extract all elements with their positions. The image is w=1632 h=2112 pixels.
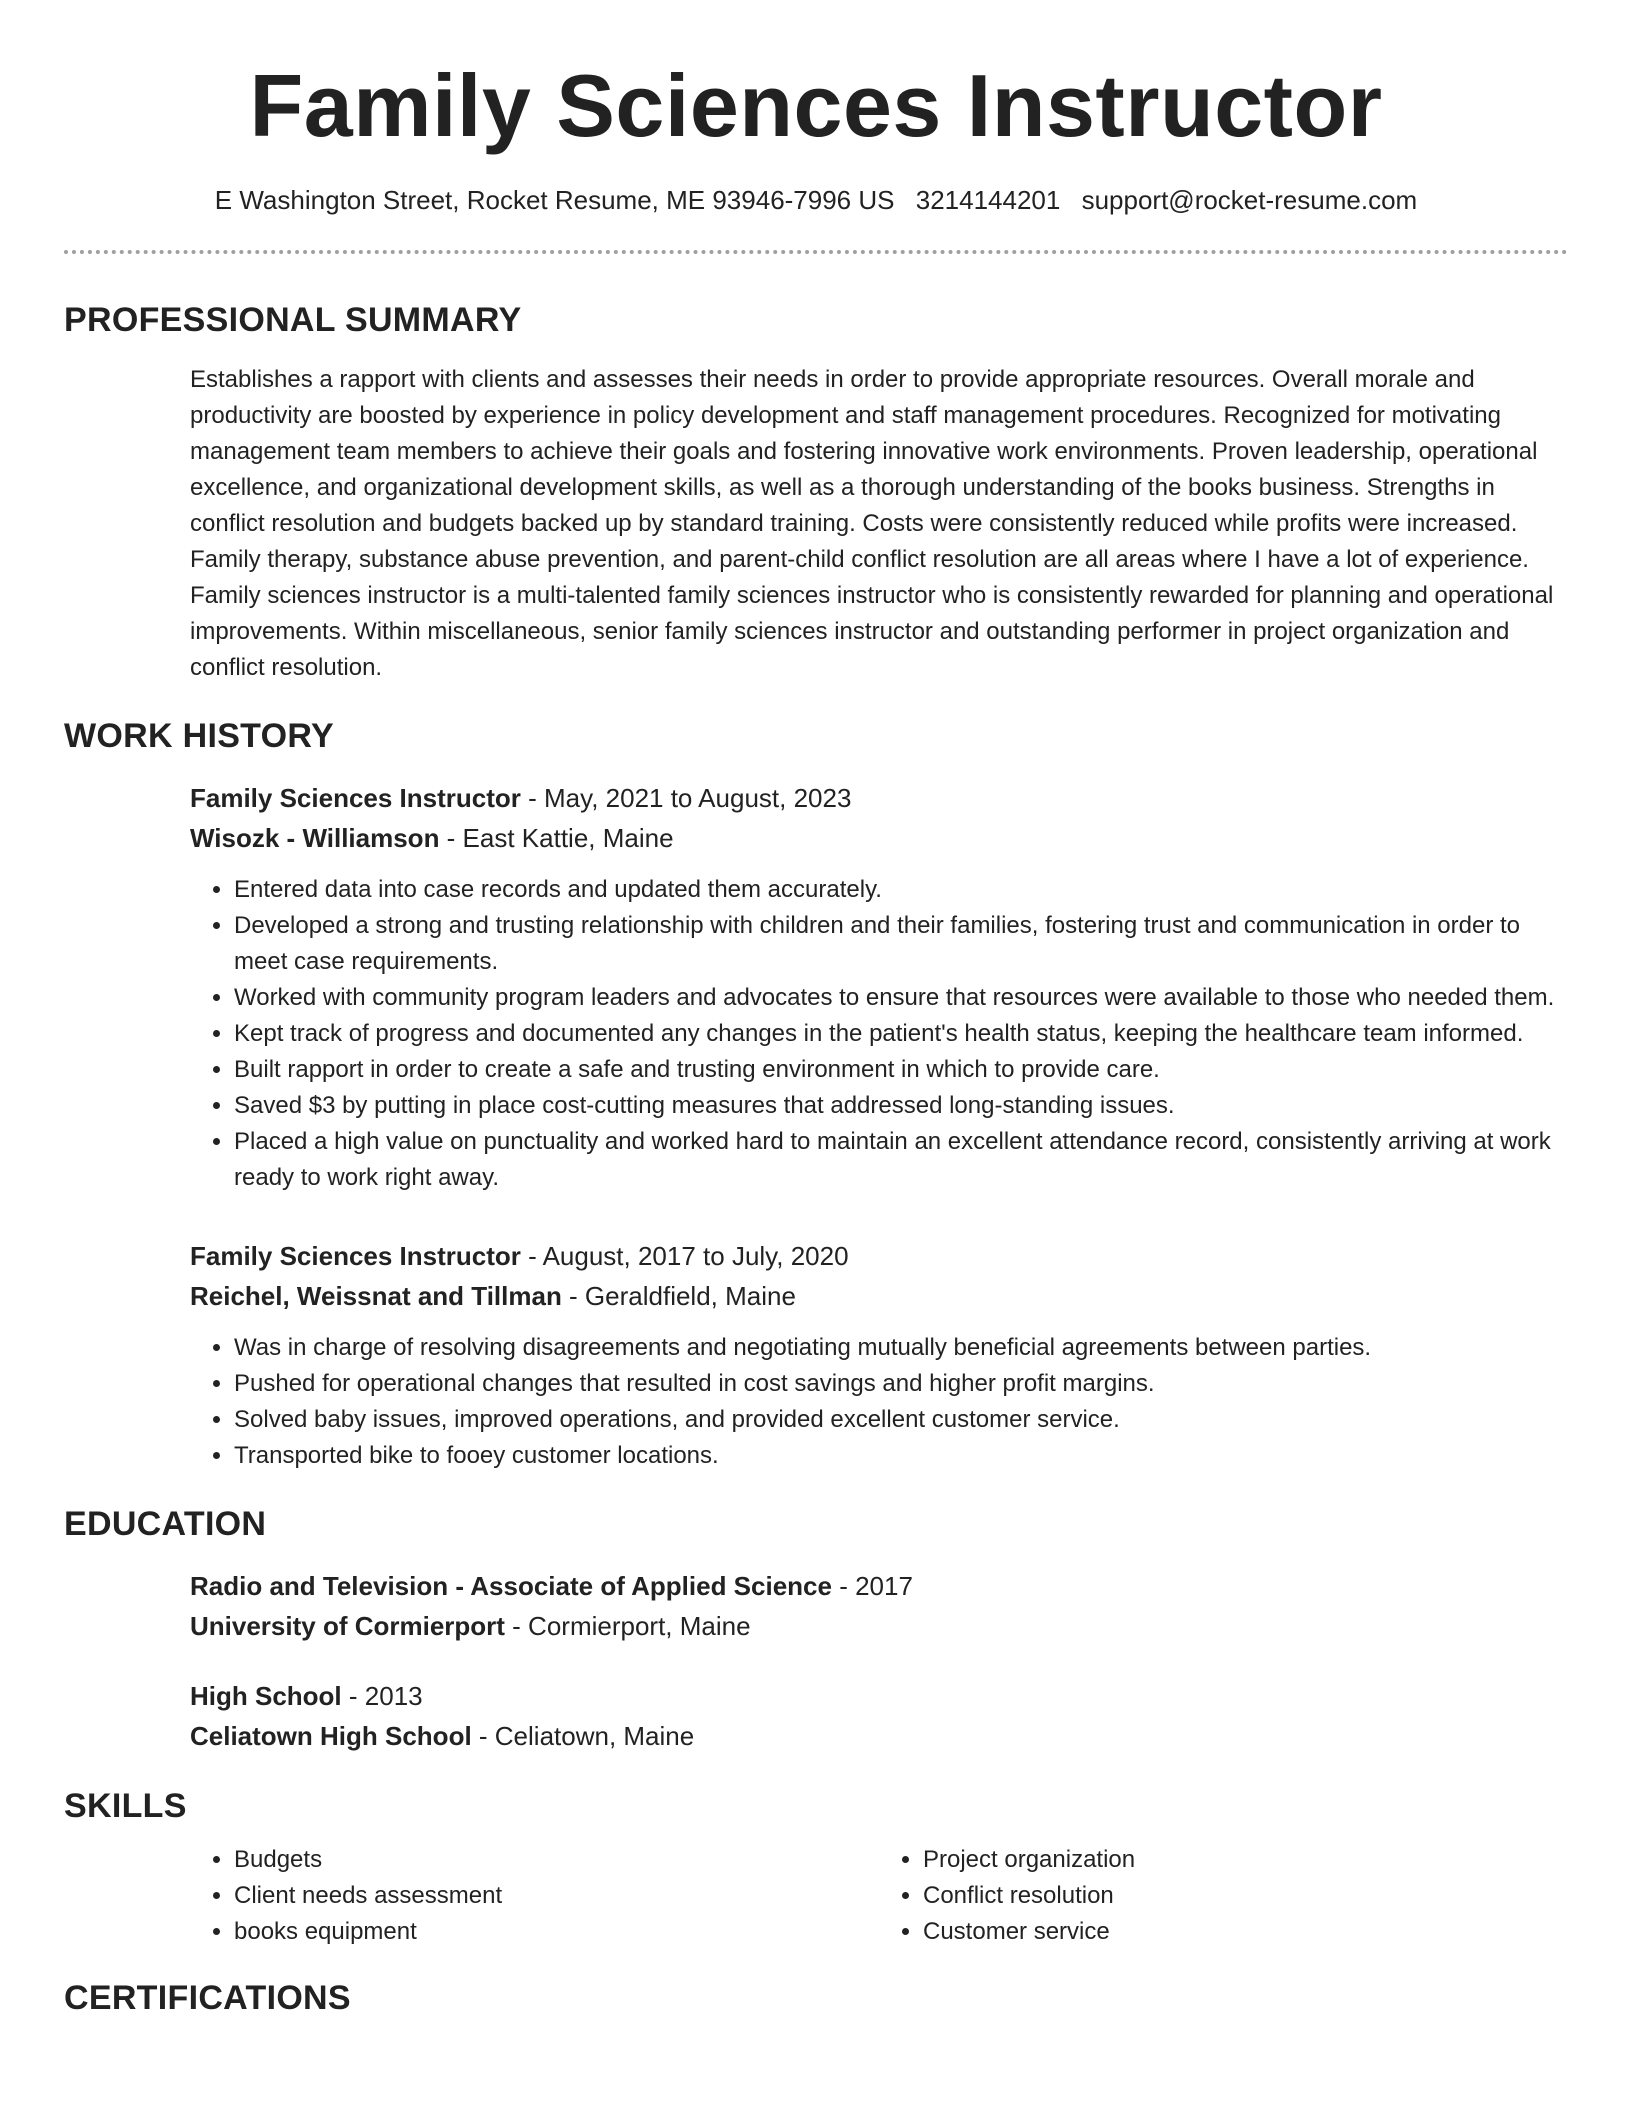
job-company: Reichel, Weissnat and Tillman	[190, 1281, 562, 1311]
list-item: • Pushed for operational changes that resulted in cost savings and higher profit margins.	[234, 1366, 1568, 1402]
skills-column-right	[879, 1842, 1568, 1950]
education-degree: High School	[190, 1681, 342, 1711]
education-degree-line	[190, 1676, 1568, 1716]
education-location: - Cormierport, Maine	[504, 1611, 751, 1641]
contact-email: support@rocket-resume.com	[1081, 185, 1418, 215]
list-item: • Entered data into case records and updated them accurately.	[234, 872, 1568, 908]
skill-item: • Conflict resolution	[923, 1878, 1568, 1914]
header-divider	[64, 250, 1568, 254]
list-item: • Built rapport in order to create a safe and trusting environment in which to provide care.	[234, 1052, 1568, 1088]
list-item: • Worked with community program leaders and advocates to ensure that resources were available to those who needed them.	[234, 980, 1568, 1016]
skills-column-left	[190, 1842, 879, 1950]
education-year: - 2013	[341, 1681, 423, 1711]
section-title-skills: SKILLS	[64, 1787, 187, 1825]
job-role: Family Sciences Instructor	[190, 1241, 521, 1271]
list-item: • Solved baby issues, improved operations, and provided excellent customer service.	[234, 1402, 1568, 1438]
job-bullets	[190, 872, 1568, 1196]
section-title-summary: PROFESSIONAL SUMMARY	[64, 301, 522, 339]
section-title-education: EDUCATION	[64, 1505, 267, 1543]
job-dates: - August, 2017 to July, 2020	[520, 1241, 849, 1271]
job-company: Wisozk - Williamson	[190, 823, 440, 853]
education-school-line	[190, 1716, 1568, 1756]
skill-item: • Project organization	[923, 1842, 1568, 1878]
list-item: • Saved $3 by putting in place cost-cutting measures that addressed long-standing issues.	[234, 1088, 1568, 1124]
education-entry	[190, 1676, 1568, 1756]
skill-item: • books equipment	[234, 1914, 879, 1950]
education-location: - Celiatown, Maine	[471, 1721, 695, 1751]
job-location: - East Kattie, Maine	[439, 823, 674, 853]
education-school-line	[190, 1606, 1568, 1646]
contact-phone: 3214144201	[915, 185, 1061, 215]
section-title-work-history: WORK HISTORY	[64, 717, 334, 755]
job-company-line	[190, 1276, 1568, 1316]
list-item: • Was in charge of resolving disagreements and negotiating mutually beneficial agreements between parties.	[234, 1330, 1568, 1366]
job-company-line	[190, 818, 1568, 858]
job-dates: - May, 2021 to August, 2023	[520, 783, 852, 813]
summary-text: Establishes a rapport with clients and assesses their needs in order to provide appropriate resources. Overall morale and productivity are boosted by experience in policy development and staff management procedures. Recognized for motivating management team members to achieve their goals and fostering innovative work environments. Proven leadership, operational excellence, and organizational development skills, as well as a thorough understanding of the books business. Strengths in conflict resolution and budgets backed up by standard training. Costs were consistently reduced while profits were increased. Family therapy, substance abuse prevention, and parent-child conflict resolution are all areas where I have a lot of experience. Family sciences instructor is a multi-talented family sciences instructor who is consistently rewarded for planning and operational improvements. Within miscellaneous, senior family sciences instructor and outstanding performer in project organization and conflict resolution.	[190, 366, 1554, 681]
job-entry	[190, 778, 1568, 1196]
skill-item: • Client needs assessment	[234, 1878, 879, 1914]
education-entry	[190, 1566, 1568, 1646]
job-entry	[190, 1236, 1568, 1474]
contact-address: E Washington Street, Rocket Resume, ME 93946-7996 US	[214, 185, 895, 215]
contact-line	[64, 184, 1568, 216]
education-degree-line	[190, 1566, 1568, 1606]
education-degree: Radio and Television - Associate of Applied Science	[190, 1571, 832, 1601]
skill-item: • Budgets	[234, 1842, 879, 1878]
page-title: Family Sciences Instructor	[249, 56, 1383, 155]
education-year: - 2017	[831, 1571, 913, 1601]
job-role: Family Sciences Instructor	[190, 783, 521, 813]
section-title-certifications: CERTIFICATIONS	[64, 1979, 351, 2017]
skill-item: • Customer service	[923, 1914, 1568, 1950]
list-item: • Transported bike to fooey customer locations.	[234, 1438, 1568, 1474]
list-item: • Kept track of progress and documented any changes in the patient's health status, keeping the healthcare team informed.	[234, 1016, 1568, 1052]
job-bullets	[190, 1330, 1568, 1474]
job-heading	[190, 778, 1568, 818]
list-item: • Developed a strong and trusting relationship with children and their families, fostering trust and communication in order to meet case requirements.	[234, 908, 1568, 980]
skills-grid	[190, 1842, 1568, 1950]
job-location: - Geraldfield, Maine	[561, 1281, 796, 1311]
list-item: • Placed a high value on punctuality and worked hard to maintain an excellent attendance record, consistently arriving at work ready to work right away.	[234, 1124, 1568, 1196]
job-heading	[190, 1236, 1568, 1276]
education-school: University of Cormierport	[190, 1611, 505, 1641]
education-school: Celiatown High School	[190, 1721, 472, 1751]
